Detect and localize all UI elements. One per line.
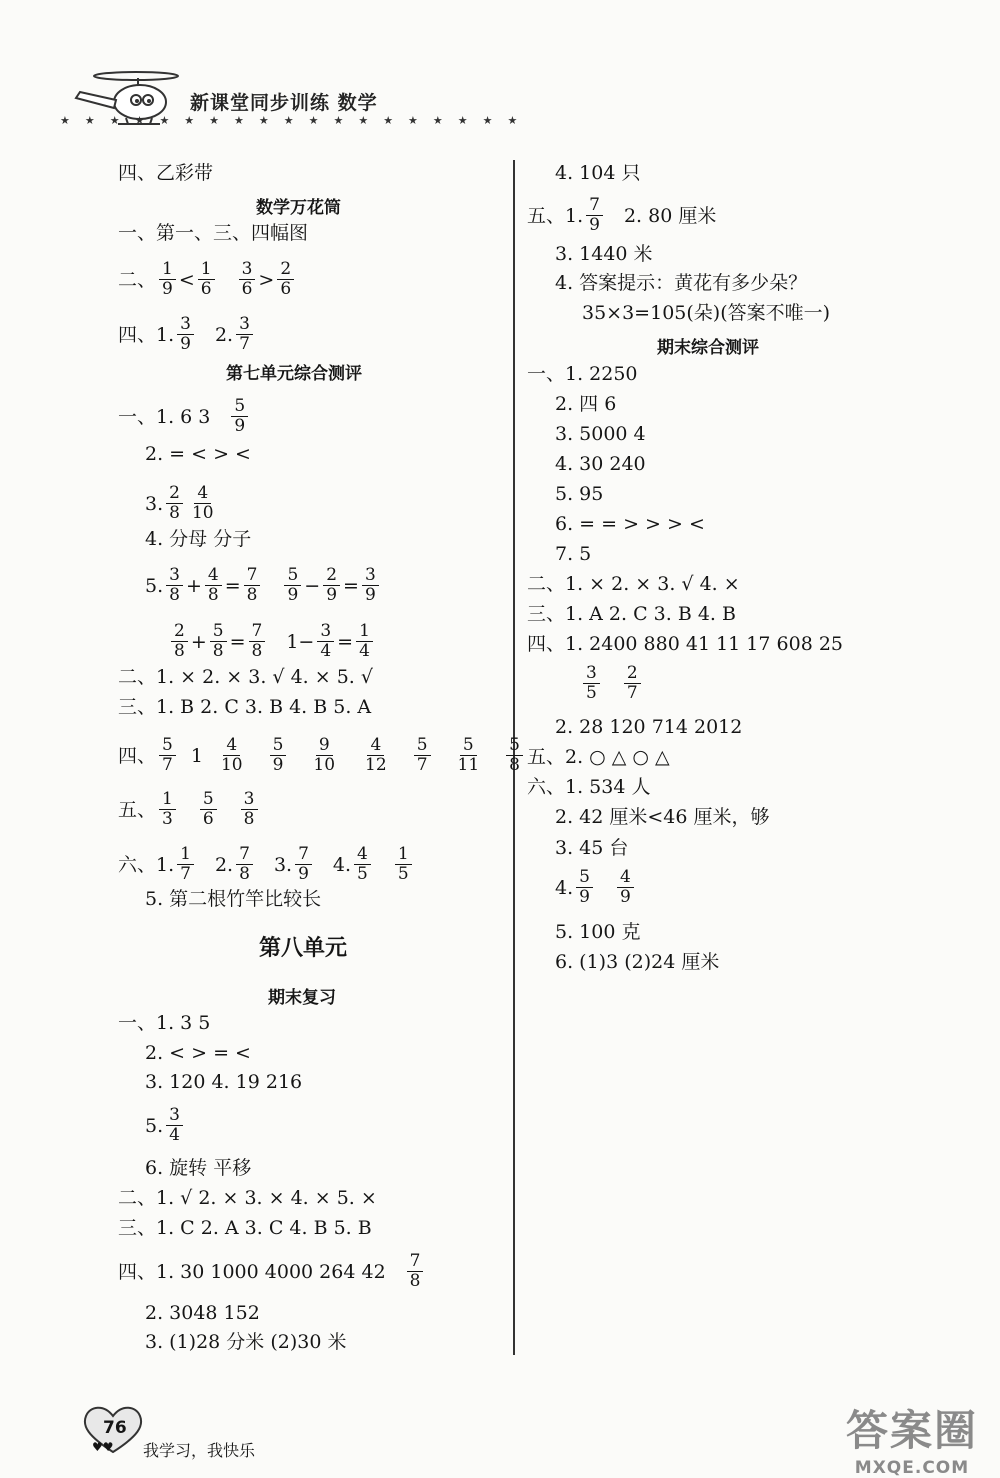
section-heading: 期末复习 xyxy=(268,988,336,1008)
answer-line: 四、1. 3 9 2. 3 7 xyxy=(118,315,256,354)
section-heading: 期末综合测评 xyxy=(657,338,759,358)
answer-line: 二、 1 9 < 1 6 3 6 > 2 6 xyxy=(118,260,297,299)
fraction: $\frac{3}{4}$ xyxy=(317,622,334,661)
fraction: 4 12 xyxy=(365,735,387,775)
answer-line: 4. 分母 分子 xyxy=(145,528,252,550)
answer-line: 2. 42 厘米<46 厘米，够 xyxy=(555,806,770,828)
unit-heading: 第八单元 xyxy=(259,936,348,961)
answer-line: 6. 旋转 平移 xyxy=(145,1157,252,1179)
answer-line: 7. 5 xyxy=(555,543,592,565)
answer-line: 2 8 + $\frac{5}{8}$ = $\frac{7}{8}$ 1− $\frac{3}{4}$ = $\frac{1}{4}$ xyxy=(168,622,376,661)
fraction: 5 9 xyxy=(270,736,287,775)
answer-line xyxy=(580,664,644,703)
fraction: 2 7 xyxy=(624,664,641,703)
fraction: 9 10 xyxy=(313,735,336,775)
fraction: 1 6 xyxy=(198,260,215,299)
answer-line: 5. 3 4 xyxy=(145,1106,186,1145)
watermark-text: 答案圈 xyxy=(845,1406,978,1455)
fraction: 2 6 xyxy=(277,260,294,299)
fraction: 1 5 xyxy=(395,845,412,884)
answer-line: 3. 1440 米 xyxy=(555,243,653,265)
fraction: 7 8 xyxy=(236,845,253,884)
answer-line: 5. 第二根竹竿比较长 xyxy=(145,888,322,910)
section-heading: 第七单元综合测评 xyxy=(226,364,362,384)
fraction: 3 6 xyxy=(239,260,256,299)
answer-line: 4. 答案提示：黄花有多少朵？ xyxy=(555,272,808,294)
fraction: 5 7 xyxy=(414,736,431,775)
fraction: $\frac{7}{8}$ xyxy=(249,622,266,661)
fraction: 3 7 xyxy=(236,315,253,354)
fraction: $\frac{3}{9}$ xyxy=(362,566,379,605)
fraction: 5 11 xyxy=(457,735,480,775)
answer-line: 一、1. 2250 xyxy=(527,363,638,385)
fraction: 4 9 xyxy=(617,868,634,907)
answer-line: 四、1. 2400 880 41 11 17 608 25 xyxy=(527,633,843,655)
small-heart-icon: ♥♥ xyxy=(92,1440,114,1454)
fraction: 2 8 xyxy=(166,484,183,523)
answer-line: 一、1. 3 5 xyxy=(118,1012,211,1034)
answer-line: 4. 30 240 xyxy=(555,453,646,475)
fraction: $\frac{1}{4}$ xyxy=(356,622,373,661)
fraction: 3 8 xyxy=(241,790,258,829)
answer-line: 3. 2 8 4 10 xyxy=(145,484,220,523)
answer-line: 4. 5 9 4 9 xyxy=(555,868,637,907)
fraction: 3 9 xyxy=(177,315,194,354)
answer-line: 一、第一、三、四幅图 xyxy=(118,222,309,244)
footer-slogan: 我学习，我快乐 xyxy=(143,1441,256,1460)
answer-line: 四、乙彩带 xyxy=(118,162,214,184)
answer-line: 2. < > = < xyxy=(145,1042,251,1064)
answer-line: 2. 3048 152 xyxy=(145,1302,260,1324)
fraction: 5 8 xyxy=(506,736,523,775)
fraction: 5 9 xyxy=(576,868,593,907)
answer-line: 2. 四 6 xyxy=(555,393,617,415)
answer-line: 一、1. 6 3 5 9 xyxy=(118,397,251,436)
fraction: 7 9 xyxy=(295,845,312,884)
fraction: 5 9 xyxy=(231,397,248,436)
header-title: 新课堂同步训练 数学 xyxy=(190,92,378,114)
answer-line: 二、1. × 2. × 3. √ 4. × xyxy=(527,573,740,595)
answer-line: 三、1. A 2. C 3. B 4. B xyxy=(527,603,736,625)
answer-line: 四、 5 7 1 4 10 5 9 9 10 4 12 5 7 5 11 5 8 xyxy=(118,736,526,775)
answer-line: 3. 120 4. 19 216 xyxy=(145,1071,303,1093)
fraction: 3 8 xyxy=(166,566,183,605)
answer-line: 4. 104 只 xyxy=(555,162,641,184)
fraction: 4 10 xyxy=(191,483,214,523)
fraction: 4 10 xyxy=(220,735,243,775)
fraction: $\frac{2}{9}$ xyxy=(323,566,340,605)
answer-line: 2. 28 120 714 2012 xyxy=(555,716,743,738)
fraction: 2 8 xyxy=(171,622,188,661)
fraction: 4 5 xyxy=(354,845,371,884)
fraction: 5 7 xyxy=(159,736,176,775)
fraction: 7 9 xyxy=(586,196,603,235)
fraction: 5 9 xyxy=(284,566,301,605)
answer-line: 3. 45 台 xyxy=(555,837,629,859)
fraction: 3 5 xyxy=(583,664,600,703)
answer-line: 四、1. 30 1000 4000 264 42 7 8 xyxy=(118,1252,426,1291)
answer-line: 二、1. √ 2. × 3. × 4. × 5. × xyxy=(118,1187,377,1209)
answer-line: 三、1. C 2. A 3. C 4. B 5. B xyxy=(118,1217,372,1239)
answer-line: 3. (1)28 分米 (2)30 米 xyxy=(145,1331,347,1353)
answer-line: 五、2. ○ △ ○ △ xyxy=(527,746,670,768)
section-heading: 数学万花筒 xyxy=(256,198,341,218)
answer-line: 五、1. 7 9 2. 80 厘米 xyxy=(527,195,717,235)
watermark xyxy=(846,1398,978,1478)
fraction: 1 3 xyxy=(159,790,176,829)
fraction: $\frac{4}{8}$ xyxy=(205,566,222,605)
page-number: 76 xyxy=(103,1418,127,1438)
answer-line: 5. 100 克 xyxy=(555,921,641,943)
answer-line: 5. 3 8 + $\frac{4}{8}$ = $\frac{7}{8}$ 5 9 − $\frac{2}{9}$ = $\frac{3}{9}$ xyxy=(145,566,382,605)
answer-line: 五、 1 3 5 6 3 8 xyxy=(118,790,261,829)
fraction: 1 9 xyxy=(159,260,176,299)
answer-line: 六、1. 534 人 xyxy=(527,776,651,798)
answer-line: 6. = = > > > < xyxy=(555,513,705,535)
answer-line: 35×3=105(朵)(答案不唯一) xyxy=(582,302,831,324)
answer-line: 5. 95 xyxy=(555,483,604,505)
fraction: 7 8 xyxy=(407,1252,424,1291)
fraction: 3 4 xyxy=(166,1106,183,1145)
answer-line: 三、1. B 2. C 3. B 4. B 5. A xyxy=(118,696,372,718)
fraction: 1 7 xyxy=(177,845,194,884)
answer-line: 6. (1)3 (2)24 厘米 xyxy=(555,951,720,973)
header-star-border: ★★★★★★★★★★★★★★★★★★★ xyxy=(60,114,533,127)
fraction: $\frac{5}{8}$ xyxy=(210,622,227,661)
fraction: $\frac{7}{8}$ xyxy=(244,566,261,605)
answer-line: 二、1. × 2. × 3. √ 4. × 5. √ xyxy=(118,666,373,688)
fraction: 5 6 xyxy=(200,790,217,829)
watermark-url: MXQE.COM xyxy=(854,1458,970,1478)
answer-line: 六、1. 1 7 2. 7 8 3. 7 9 4. 4 5 1 5 xyxy=(118,845,415,884)
answer-line: 2. = < > < xyxy=(145,443,251,465)
answer-line: 3. 5000 4 xyxy=(555,423,646,445)
